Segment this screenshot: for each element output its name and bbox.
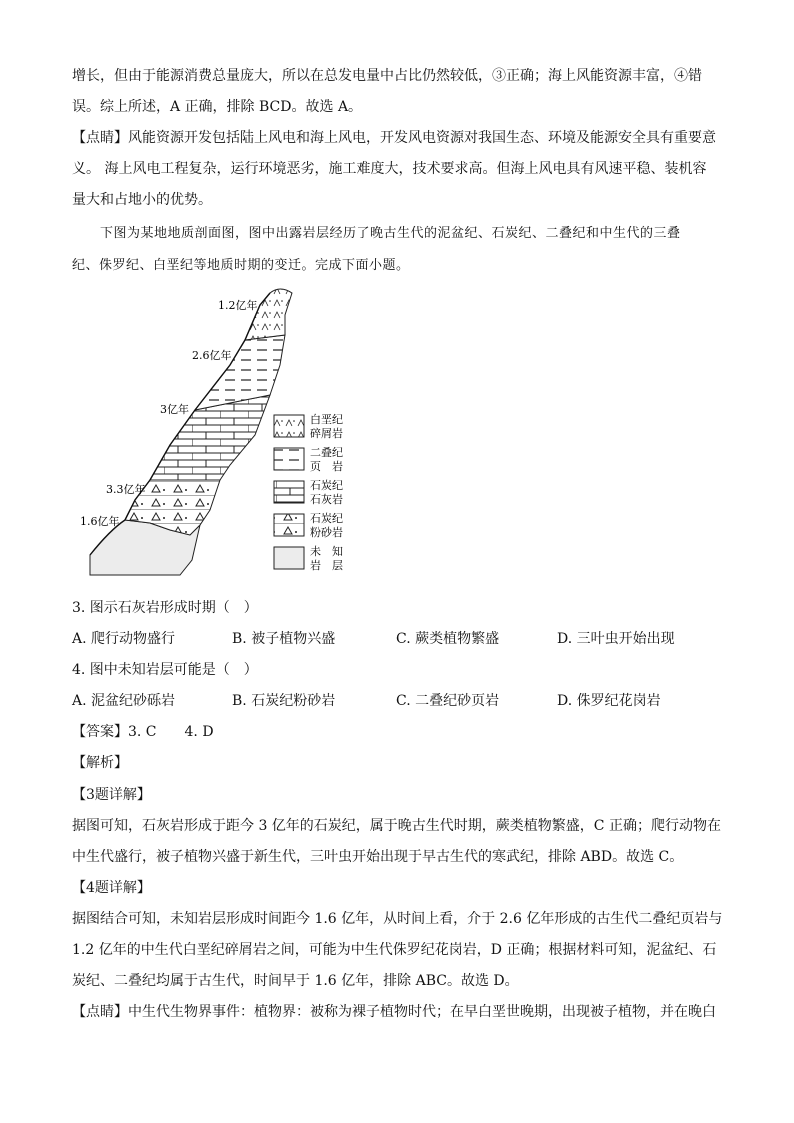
text-line: 中生代盛行，被子植物兴盛于新生代，三叶虫开始出现于早古生代的寒武纪，排除 ABD。故选 C。: [72, 849, 684, 865]
text-line: 炭纪、二叠纪均属于古生代，时间早于 1.6 亿年，排除 ABC。故选 D。: [72, 973, 519, 989]
text-line: 量大和占地小的优势。: [72, 192, 212, 208]
age-label: 3亿年: [160, 403, 189, 416]
text-line: 据图可知，石灰岩形成于距今 3 亿年的石炭纪，属于晚古生代时期，蕨类植物繁盛，C 正确；爬行动物在: [72, 818, 721, 834]
age-label: 1.2亿年: [218, 299, 258, 312]
legend-label: 石灰岩: [310, 493, 343, 506]
legend-label: 粉砂岩: [310, 526, 343, 539]
text-line: 误。综上所述，A 正确，排除 BCD。故选 A。: [72, 99, 363, 115]
legend-label: 岩 层: [310, 559, 343, 572]
legend-label: 石炭纪: [310, 479, 343, 492]
answer-line: 【答案】3. C 4. D: [72, 724, 214, 740]
q4-option-b[interactable]: B. 石炭纪粉砂岩: [232, 693, 336, 709]
intro-line: 纪、侏罗纪、白垩纪等地质时期的变迁。完成下面小题。: [72, 258, 410, 273]
shale-layer: [195, 335, 285, 410]
legend-label: 白垩纪: [310, 413, 343, 426]
age-label: 3.3亿年: [106, 483, 146, 496]
legend-label: 页 岩: [310, 460, 343, 473]
text-line: 【点睛】中生代生物界事件：植物界：被称为裸子植物时代；在早白垩世晚期，出现被子植物，并在晚白: [72, 1004, 716, 1020]
legend: [274, 413, 343, 572]
clastic-rock-layer: [245, 289, 292, 340]
age-label: 2.6亿年: [192, 349, 232, 362]
analysis-heading: 【解析】: [72, 755, 128, 771]
legend-swatch-clastic: [274, 415, 304, 437]
text-line: 增长，但由于能源消费总量庞大，所以在总发电量中占比仍然较低，③正确；海上风能资源丰富，④错: [72, 68, 702, 84]
intro-line: 下图为某地地质剖面图，图中出露岩层经历了晚古生代的泥盆纪、石炭纪、二叠纪和中生代的三叠: [100, 226, 681, 241]
geologic-cross-section: [80, 285, 370, 585]
q4-option-d[interactable]: D. 侏罗纪花岗岩: [557, 693, 661, 709]
question-4-stem: 4. 图中未知岩层可能是（ ）: [72, 662, 258, 678]
legend-swatch-unknown: [274, 547, 304, 569]
age-label: 1.6亿年: [80, 515, 120, 528]
q3-option-d[interactable]: D. 三叶虫开始出现: [557, 631, 675, 647]
legend-label: 二叠纪: [310, 446, 343, 459]
text-line: 据图结合可知，未知岩层形成时间距今 1.6 亿年，从时间上看，介于 2.6 亿年形成的古生代二叠纪页岩与: [72, 911, 723, 927]
question-3-stem: 3. 图示石灰岩形成时期（ ）: [72, 600, 258, 616]
legend-swatch-siltstone: [274, 514, 304, 536]
text-line: 1.2 亿年的中生代白垩纪碎屑岩之间，可能为中生代侏罗纪花岗岩，D 正确；根据材料可知，泥盆纪、石: [72, 942, 717, 958]
legend-label: 未 知: [310, 545, 343, 558]
legend-label: 石炭纪: [310, 512, 343, 525]
legend-label: 碎屑岩: [310, 427, 343, 440]
q3-option-b[interactable]: B. 被子植物兴盛: [232, 631, 336, 647]
q4-option-c[interactable]: C. 二叠纪砂页岩: [396, 693, 500, 709]
q3-option-a[interactable]: A. 爬行动物盛行: [72, 631, 176, 647]
text-line: 义。 海上风电工程复杂，运行环境恶劣，施工难度大，技术要求高。但海上风电具有风速平稳、装机容: [72, 161, 707, 177]
detail-3-heading: 【3题详解】: [72, 787, 151, 803]
detail-4-heading: 【4题详解】: [72, 880, 151, 896]
q3-option-c[interactable]: C. 蕨类植物繁盛: [396, 631, 500, 647]
legend-swatch-limestone: [274, 481, 304, 503]
text-line: 【点睛】风能资源开发包括陆上风电和海上风电，开发风电资源对我国生态、环境及能源安全具有重要意: [72, 130, 716, 146]
q4-option-a[interactable]: A. 泥盆纪砂砾岩: [72, 693, 176, 709]
legend-swatch-shale: [274, 448, 304, 470]
